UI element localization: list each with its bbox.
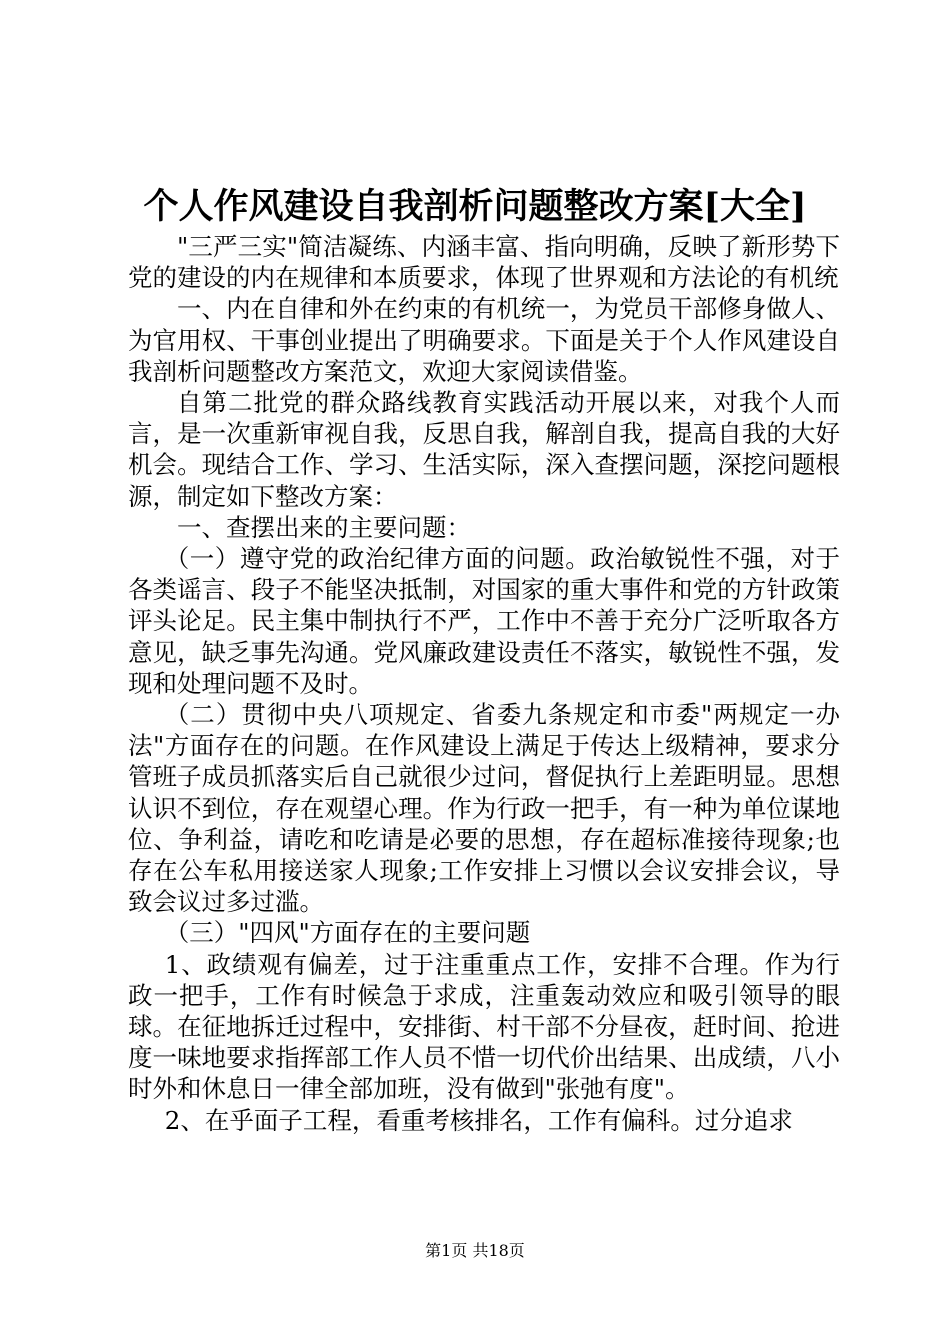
document-title: 个人作风建设自我剖析问题整改方案[大全] [143,186,807,227]
paragraph: （二）贯彻中央八项规定、省委九条规定和市委"两规定一办法"方面存在的问题。在作风建设上满足于传达上级精神，要求分管班子成员抓落实后自己就很少过问，督促执行上差距明显。思想认识不到位，存在观望心理。作为行政一把手，有一种为单位谋地位、争利益，请吃和吃请是必要的思想，存在超标准接待现象;也存在公车私用接送家人现象;工作安排上习惯以会议安排会议，导致会议过多过滥。 [128,700,840,917]
subsection-heading: （三）"四风"方面存在的主要问题 [164,918,531,948]
paragraph: （一）遵守党的政治纪律方面的问题。政治敏锐性不强，对于各类谣言、段子不能坚决抵制，对国家的重大事件和党的方针政策评头论足。民主集中制执行不严，工作中不善于充分广泛听取各方意见，缺乏事先沟通。党风廉政建设责任不落实，敏锐性不强，发现和处理问题不及时。 [128,544,840,698]
paragraph: 一、内在自律和外在约束的有机统一，为党员干部修身做人、为官用权、干事创业提出了明确要求。下面是关于个人作风建设自我剖析问题整改方案范文，欢迎大家阅读借鉴。 [128,294,840,386]
section-heading: 一、查摆出来的主要问题： [177,512,471,542]
paragraph: 2、在乎面子工程，看重考核排名，工作有偏科。过分追求 [164,1105,793,1135]
paragraph: 自第二批党的群众路线教育实践活动开展以来，对我个人而言，是一次重新审视自我，反思自我，解剖自我，提高自我的大好机会。现结合工作、学习、生活实际，深入查摆问题，深挖问题根源，制定如下整改方案： [128,388,840,511]
paragraph: 1、政绩观有偏差，过于注重重点工作，安排不合理。作为行政一把手，工作有时候急于求成，注重轰动效应和吸引领导的眼球。在征地拆迁过程中，安排街、村干部不分昼夜，赶时间、抢进度一味地要求指挥部工作人员不惜一切代价出结果、出成绩，八小时外和休息日一律全部加班，没有做到"张弛有度"。 [128,949,840,1104]
page-footer: 第1页 共18页 [425,1241,525,1260]
paragraph: "三严三实"简洁凝练、内涵丰富、指向明确，反映了新形势下党的建设的内在规律和本质要求，体现了世界观和方法论的有机统 [128,232,840,293]
document-body [128,231,840,1136]
